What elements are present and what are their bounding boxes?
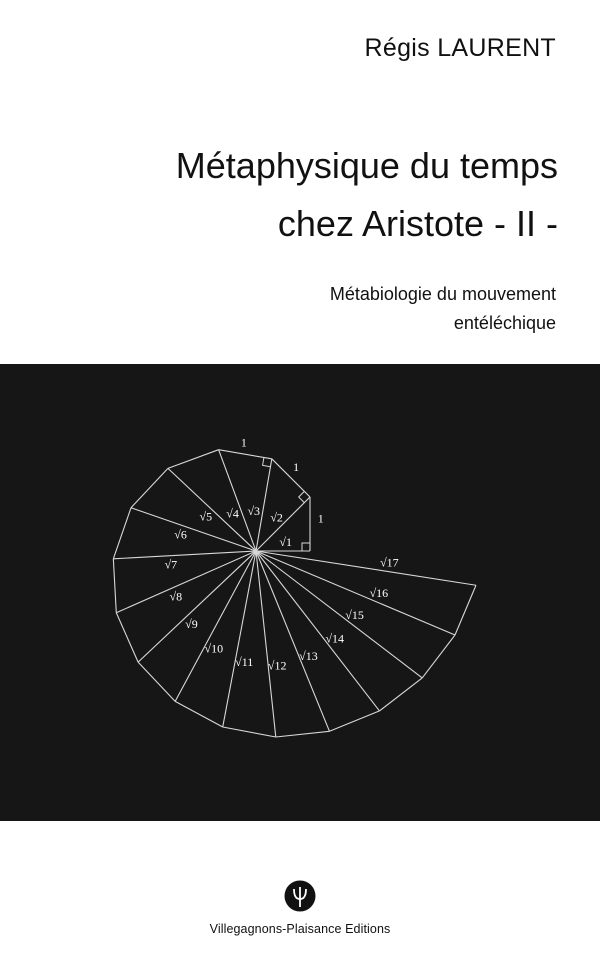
spiral-edge-7 [113,508,131,559]
theodorus-spiral [0,364,600,821]
spiral-edge-12 [223,727,276,737]
right-angle-marker [302,543,310,551]
right-angle-marker [299,491,305,502]
spiral-edge-5 [168,450,219,469]
spiral-edge-15 [379,678,422,711]
radius-label-15: √15 [345,607,364,622]
radius-label-10: √10 [204,641,224,656]
radius-label-6: √6 [174,527,187,542]
publisher-logo [284,880,316,912]
radius-label-1: √1 [279,535,292,549]
unit-length-label: 1 [240,435,247,450]
radius-label-13: √13 [299,648,318,663]
spiral-radius-8 [116,551,256,613]
unit-length-label: 1 [293,460,300,475]
spiral-edge-14 [329,711,379,731]
radius-label-11: √11 [235,654,254,669]
spiral-edge-4 [219,450,272,459]
book-title-line-1: Métaphysique du temps [175,145,558,186]
radius-label-12: √12 [267,658,287,673]
spiral-edge-10 [138,662,175,701]
spiral-radius-16 [256,551,455,635]
spiral-edge-8 [113,559,116,613]
radius-label-17: √17 [380,555,399,570]
book-subtitle-line-2: entéléchique [453,313,556,333]
cover-artwork [0,364,600,821]
radius-label-16: √16 [369,586,389,601]
radius-label-4: √4 [226,506,239,521]
spiral-edge-11 [175,701,223,727]
spiral-radius-7 [113,551,256,559]
radius-label-14: √14 [325,631,345,646]
spiral-radius-17 [256,551,476,585]
spiral-edge-17 [455,585,476,635]
radius-label-2: √2 [270,510,283,525]
spiral-edge-13 [276,731,330,737]
book-title-line-2: chez Aristote - II - [277,203,558,244]
spiral-edge-9 [116,613,138,662]
publisher-name: Villegagnons-Plaisance Editions [209,922,391,936]
radius-label-8: √8 [169,589,183,604]
radius-label-5: √5 [199,509,213,524]
spiral-radius-12 [256,551,276,737]
author-name: Régis LAURENT [364,34,556,62]
spiral-edge-16 [422,635,455,678]
radius-label-7: √7 [164,557,178,572]
spiral-edge-6 [131,468,168,507]
spiral-radius-4 [219,450,256,551]
trident-icon [284,880,316,912]
radius-label-3: √3 [247,503,261,518]
spiral-edge-3 [272,459,310,497]
spiral-radius-13 [256,551,329,731]
book-subtitle-line-1: Métabiologie du mouvement [329,284,556,304]
unit-length-label: 1 [317,511,324,526]
radius-label-9: √9 [185,617,198,632]
